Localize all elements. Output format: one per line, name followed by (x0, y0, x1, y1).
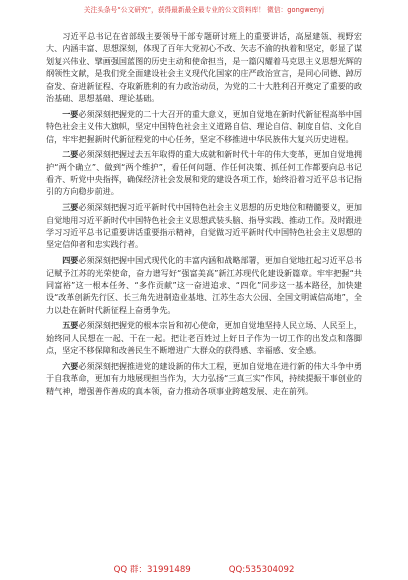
footer-qq-number: QQ:535304092 (228, 565, 295, 575)
point-text: 必须深刻把握习近平新时代中国特色社会主义思想的历史地位和精髓要义，更加自觉地用习近平新时代中国特色社会主义思想武装头脑、指导实践、推动工作。及时跟进学习习近平总书记重要讲话重要指示精神，自觉做习近平新时代中国特色社会主义思想的坚定信仰者和忠实践行者。 (46, 202, 362, 250)
header-banner: 关注头条号“公文研究”，获得最新最全最专业的公文资料库！ 微信：gongwenyj (83, 6, 325, 14)
footer-qq-group: QQ 群：31991489 (113, 565, 191, 575)
point-lead: 六要 (62, 360, 79, 371)
point-paragraph (46, 108, 362, 145)
intro-paragraph: 习近平总书记在省部级主要领导干部专题研讨班上的重要讲话，高屋建瓴、视野宏大、内涵丰富、思想深刻，体现了百年大党初心不改、矢志不渝的执着和坚定，彰显了谋划复兴伟业、擘画强国蓝图的历史主动和使命担当，是一篇闪耀着马克思主义思想光辉的纲领性文献，是我们党全面建设社会主义现代化国家的庄严政治宣言，是同心同德、踔厉奋发、奋进新征程、夺取新胜利的有力政治动员，为党的二十大胜利召开奠定了重要的政治基础、思想基础、理论基础。 (46, 31, 362, 104)
point-paragraph (46, 254, 362, 316)
point-text: 必须深刻把握党的根本宗旨和初心使命，更加自觉地坚持人民立场、人民至上，始终同人民想在一起、干在一起。把让老百姓过上好日子作为一切工作的出发点和落脚点，坚定不移保障和改善民生不断增进广大群众的获得感、幸福感、安全感。 (46, 320, 362, 356)
point-lead: 一要 (62, 108, 79, 119)
point-text: 必须深刻把握党的二十大召开的重大意义，更加自觉地在新时代新征程高举中国特色社会主义伟大旗帜，坚定中国特色社会主义道路自信、理论自信、制度自信、文化自信，牢牢把握新时代新征程党的中心任务，坚定不移推进中华民族伟大复兴历史进程。 (46, 108, 362, 144)
point-paragraph (46, 201, 362, 251)
document-body (46, 30, 362, 400)
point-text: 必须深刻把握中国式现代化的丰富内涵和战略部署，更加自觉地扛起习近平总书记赋予江苏的光荣使命，奋力谱写好“强富美高”新江苏现代化建设新篇章。牢牢把握“共同富裕”这一根本任务、“多作贡献”这一奋进追求、“四化”同步这一基本路径，加快建设“改革创新先行区、长三角先进制造业基地、江苏生态大公园、全国文明诚信高地”，全力以赴在新时代新征程上奋勇争先。 (46, 255, 362, 315)
point-lead: 五要 (62, 320, 79, 331)
point-paragraph (46, 360, 362, 397)
point-lead: 三要 (62, 202, 79, 213)
point-paragraph (46, 319, 362, 356)
point-text: 必须深刻把握推进党的建设新的伟大工程，更加自觉地在进行新的伟大斗争中勇于自我革命，更加有力地展现担当作为，大力弘扬“三真三实”作风，持续提振干事创业的精气神，增强善作善成的真本领，奋力推动各项事业跨越发展、走在前列。 (46, 360, 362, 396)
point-paragraph (46, 148, 362, 198)
point-text: 必须深刻把握过去五年取得的重大成就和新时代十年的伟大变革，更加自觉地拥护“两个确立”、做到“两个维护”，看任何问题、作任何决策、抓任何工作都要向总书记看齐、听党中央指挥，确保经济社会发展和党的建设各项工作，始终沿着习近平总书记指引的方向稳步前进。 (46, 149, 362, 197)
footer-contacts (0, 565, 408, 576)
point-lead: 二要 (62, 149, 79, 160)
point-lead: 四要 (62, 255, 79, 266)
